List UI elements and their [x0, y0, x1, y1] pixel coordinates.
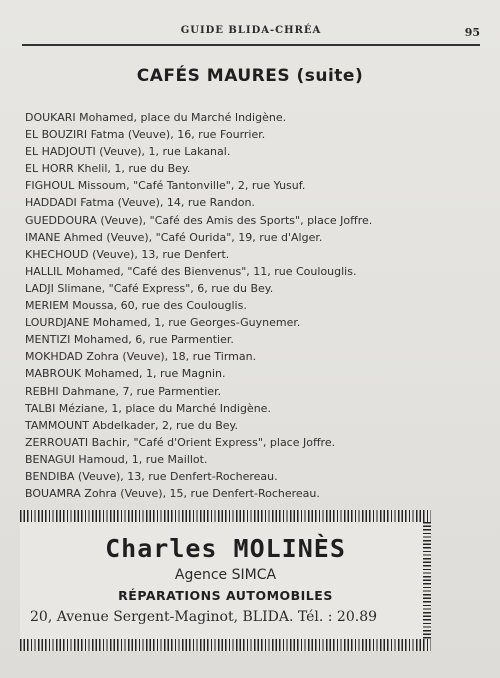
ad-hatched-border-top: [20, 510, 431, 522]
ad-service: RÉPARATIONS AUTOMOBILES: [118, 588, 333, 603]
list-item: MENTIZI Mohamed, 6, rue Parmentier.: [25, 333, 234, 347]
list-item: REBHI Dahmane, 7, rue Parmentier.: [25, 384, 222, 398]
running-title: GUIDE BLIDA-CHRÉA: [180, 25, 322, 36]
list-item: BENAGUI Hamoud, 1, rue Maillot.: [25, 452, 208, 466]
list-item: MERIEM Moussa, 60, rue des Coulouglis.: [25, 299, 247, 313]
list-item: FIGHOUL Missoum, "Café Tantonville", 2, rue Yusuf.: [25, 179, 306, 193]
list-item: BOUAMRA Zohra (Veuve), 15, rue Denfert-Rochereau.: [25, 487, 320, 501]
list-item: ZERROUATI Bachir, "Café d'Orient Express", place Joffre.: [25, 435, 336, 449]
list-item: GUEDDOURA (Veuve), "Café des Amis des Sports", place Joffre.: [25, 213, 373, 227]
ad-company-name: Charles MOLINÈS: [105, 534, 346, 563]
list-item: DOUKARI Mohamed, place du Marché Indigène.: [25, 111, 287, 124]
page-number: 95: [464, 26, 480, 39]
list-item: MABROUK Mohamed, 1, rue Magnin.: [25, 367, 226, 381]
list-item: BENDIBA (Veuve), 13, rue Denfert-Rochereau.: [25, 469, 278, 483]
list-item: MOKHDAD Zohra (Veuve), 18, rue Tirman.: [25, 350, 257, 364]
ad-address: 20, Avenue Sergent-Maginot, BLIDA. Tél. : 20.89: [30, 609, 378, 625]
list-item: KHECHOUD (Veuve), 13, rue Denfert.: [25, 247, 230, 261]
list-item: TALBI Méziane, 1, place du Marché Indigène.: [25, 401, 271, 415]
list-item: TAMMOUNT Abdelkader, 2, rue du Bey.: [25, 418, 238, 432]
list-item: LADJI Slimane, "Café Express", 6, rue du Bey.: [25, 281, 274, 295]
list-item: IMANE Ahmed (Veuve), "Café Ourida", 19, rue d'Alger.: [25, 230, 323, 244]
ad-hatched-border-bottom: [20, 639, 431, 651]
list-item: EL HADJOUTI (Veuve), 1, rue Lakanal.: [25, 145, 231, 159]
list-item: HADDADI Fatma (Veuve), 14, rue Randon.: [25, 196, 255, 210]
page-header: [22, 24, 480, 44]
advertisement-box: [20, 510, 431, 651]
list-item: HALLIL Mohamed, "Café des Bienvenus", 11, rue Coulouglis.: [25, 264, 357, 278]
list-item: LOURDJANE Mohamed, 1, rue Georges-Guynemer.: [25, 316, 301, 330]
list-item: EL HORR Khelil, 1, rue du Bey.: [25, 162, 191, 176]
section-title: CAFÉS MAURES (suite): [136, 66, 364, 86]
ad-agency: Agence SIMCA: [174, 567, 277, 583]
header-rule: [22, 44, 480, 46]
list-item: EL BOUZIRI Fatma (Veuve), 16, rue Fourrier.: [25, 128, 266, 142]
cafe-list: [25, 109, 495, 502]
